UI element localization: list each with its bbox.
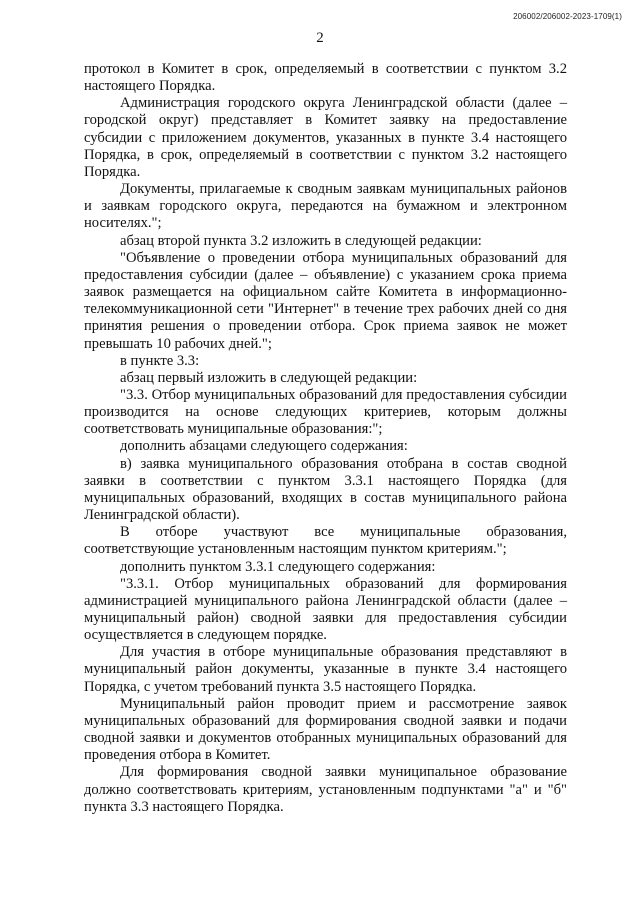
paragraph: В отборе участвуют все муниципальные образования, соответствующие установленным настоящим пунктом критериям."; <box>84 524 567 558</box>
paragraph: "3.3. Отбор муниципальных образований для предоставления субсидии производится на основе следующих критериев, которым должны соответствовать муниципальные образования:"; <box>84 386 567 438</box>
paragraph: Администрация городского округа Ленинградской области (далее – городской округ) представляет в Комитет заявку на предоставление субсидии с приложением документов, указанных в пункте 3.4 настоящего Порядка, в срок, определяемый в соответствии с пунктом 3.2 настоящего Порядка. <box>84 95 567 180</box>
paragraph: Муниципальный район проводит прием и рассмотрение заявок муниципальных образований для формирования сводной заявки и подачи сводной заявки и документов отобранных муниципальных образований для проведения отбора в Комитет. <box>84 695 567 764</box>
paragraph: абзац первый изложить в следующей редакции: <box>120 369 418 386</box>
paragraph: в) заявка муниципального образования отобрана в состав сводной заявки в соответствии с пунктом 3.3.1 настоящего Порядка (для муниципальных образований, входящих в состав муниципального района Ленинградской области). <box>84 455 567 524</box>
document-id: 206002/206002-2023-1709(1) <box>513 12 622 21</box>
paragraph: в пункте 3.3: <box>120 352 200 369</box>
paragraph: "Объявление о проведении отбора муниципальных образований для предоставления субсидии (далее – объявление) с указанием срока приема заявок размещается на официальном сайте Комитета в информационно-телекоммуникационной сети "Интернет" в течение трех рабочих дней со дня принятия решения о проведении отбора. Срок приема заявок не может превышать 10 рабочих дней."; <box>84 249 567 352</box>
paragraph: Для участия в отборе муниципальные образования представляют в муниципальный район документы, указанные в пункте 3.4 настоящего Порядка, с учетом требований пункта 3.5 настоящего Порядка. <box>84 644 567 695</box>
paragraph: Для формирования сводной заявки муниципальное образование должно соответствовать критериям, установленным подпунктами "а" и "б" пункта 3.3 настоящего Порядка. <box>84 764 567 815</box>
paragraph: протокол в Комитет в срок, определяемый в соответствии с пунктом 3.2 настоящего Порядка. <box>84 61 567 95</box>
document-body <box>84 61 567 816</box>
paragraph: Документы, прилагаемые к сводным заявкам муниципальных районов и заявкам городского округа, передаются на бумажном и электронном носителях."; <box>84 181 567 232</box>
paragraph: дополнить абзацами следующего содержания: <box>120 438 408 455</box>
paragraph: абзац второй пункта 3.2 изложить в следующей редакции: <box>120 232 482 249</box>
paragraph: дополнить пунктом 3.3.1 следующего содержания: <box>120 558 436 575</box>
paragraph: "3.3.1. Отбор муниципальных образований для формирования администрацией муниципального района Ленинградской области (далее – муниципальный район) сводной заявки для предоставления субсидии осуществляется в следующем порядке. <box>84 575 567 644</box>
page-number: 2 <box>316 30 324 46</box>
